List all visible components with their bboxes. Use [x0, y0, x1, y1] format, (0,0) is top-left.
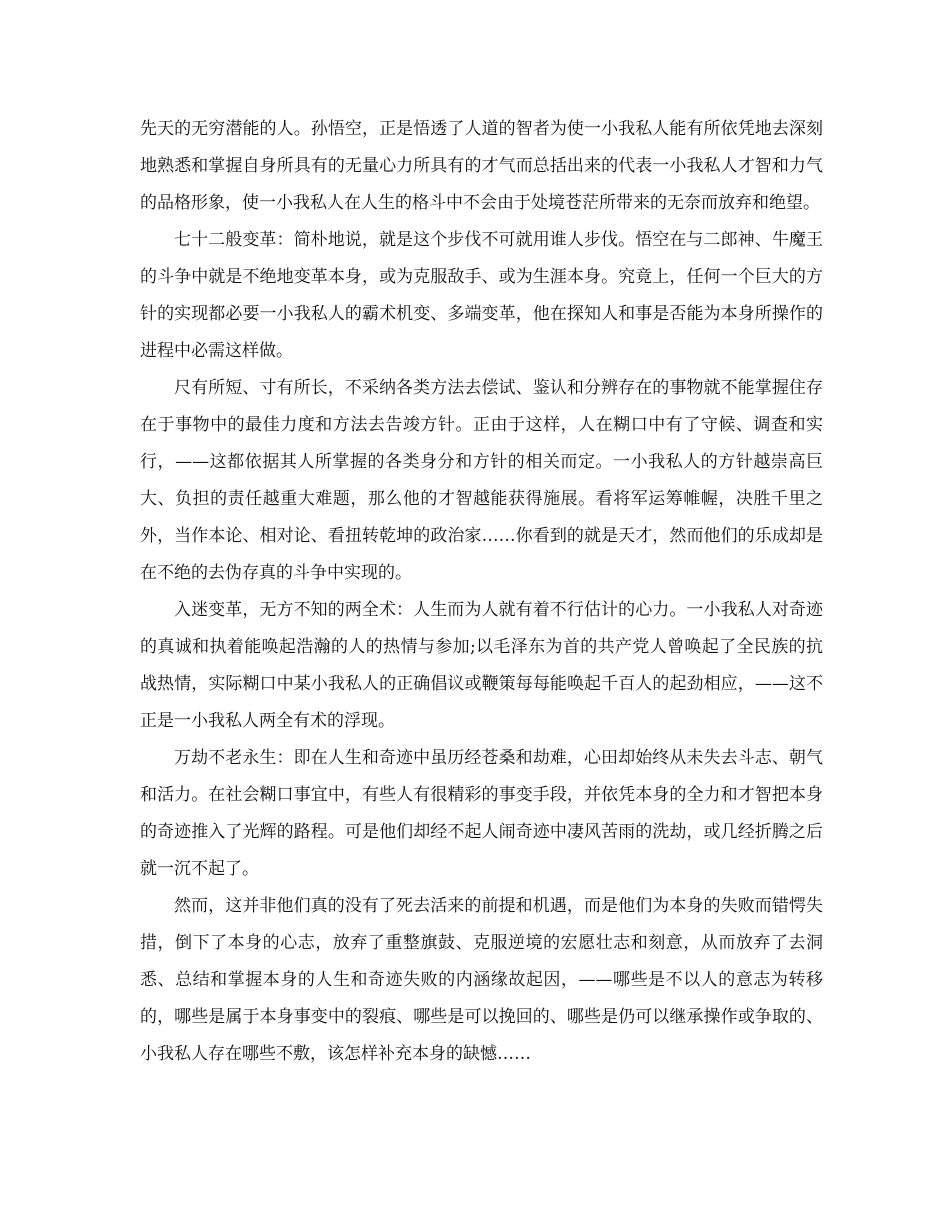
paragraph-2: 七十二般变革：简朴地说，就是这个步伐不可就用谁人步伐。悟空在与二郎神、牛魔王的斗争中就是不绝地变革本身，或为克服敌手、或为生涯本身。究竟上，任何一个巨大的方针的实现都必要一小我私人的霸术机变、多端变革，他在探知人和事是否能为本身所操作的进程中必需这样做。	[140, 230, 823, 361]
paragraph-3: 尺有所短、寸有所长，不采纳各类方法去偿试、鉴认和分辨存在的事物就不能掌握住存在于事物中的最佳力度和方法去告竣方针。正由于这样，人在糊口中有了守候、调查和实行，——这都依据其人所掌握的各类身分和方针的相关而定。一小我私人的方针越崇高巨大、负担的责任越重大难题，那么他的才智越能获得施展。看将军运筹帷幄，决胜千里之外，当作本论、相对论、看扭转乾坤的政治家……你看到的就是天才，然而他们的乐成却是在不绝的去伪存真的斗争中实现的。	[140, 378, 823, 583]
paragraph-6: 然而，这并非他们真的没有了死去活来的前提和机遇，而是他们为本身的失败而错愕失措，倒下了本身的心志，放弃了重整旗鼓、克服逆境的宏愿壮志和刻意，从而放弃了去洞悉、总结和掌握本身的人生和奇迹失败的内涵缘故起因，——哪些是不以人的意志为转移的，哪些是属于本身事变中的裂痕、哪些是可以挽回的、哪些是仍可以继承操作或争取的、小我私人存在哪些不敷，该怎样补充本身的缺憾……	[140, 896, 823, 1064]
document-body	[140, 111, 823, 1073]
paragraph-1: 先天的无穷潜能的人。孙悟空，正是悟透了人道的智者为使一小我私人能有所依凭地去深刻地熟悉和掌握自身所具有的无量心力所具有的才气而总括出来的代表一小我私人才智和力气的品格形象，使一小我私人在人生的格斗中不会由于处境苍茫所带来的无奈而放弃和绝望。	[140, 119, 823, 213]
paragraph-4: 入迷变革，无方不知的两全术：人生而为人就有着不行估计的心力。一小我私人对奇迹的真诚和执着能唤起浩瀚的人的热情与参加;以毛泽东为首的共产党人曾唤起了全民族的抗战热情，实际糊口中某小我私人的正确倡议或鞭策每每能唤起千百人的起劲相应，——这不正是一小我私人两全有术的浮现。	[140, 600, 823, 731]
paragraph-5: 万劫不老永生：即在人生和奇迹中虽历经苍桑和劫难，心田却始终从未失去斗志、朝气和活力。在社会糊口事宜中，有些人有很精彩的事变手段，并依凭本身的全力和才智把本身的奇迹推入了光辉的路程。可是他们却经不起人闹奇迹中凄风苦雨的洗劫，或几经折腾之后就一沉不起了。	[140, 748, 823, 879]
